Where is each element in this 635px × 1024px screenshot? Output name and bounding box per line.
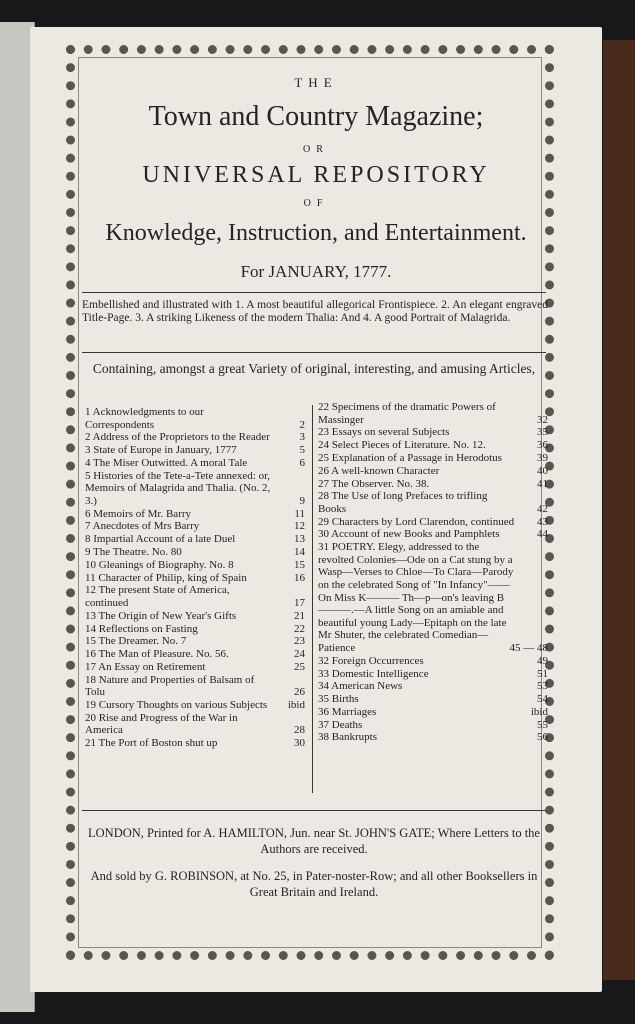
embellishments-text: Embellished and illustrated with 1. A most beautiful allegorical Frontispiece. 2. An elegant engraved Title-Page. 3. A striking Likeness of the modern Thalia: And 4. A good Portrait of Malagrida. — [82, 299, 548, 324]
contents-item-title: 11 Character of Philip, king of Spain — [85, 571, 247, 584]
contents-item-title: 13 The Origin of New Year's Gifts — [85, 609, 237, 622]
contents-item-title: 16 The Man of Pleasure. No. 56. — [85, 648, 229, 661]
contents-item-title: 29 Characters by Lord Clarendon, continued — [318, 515, 515, 528]
magazine-subtitle: UNIVERSAL REPOSITORY — [142, 162, 490, 188]
contents-item-page: 9 — [299, 494, 305, 507]
contents-item — [85, 648, 305, 661]
title-page — [30, 27, 602, 992]
contents-item — [85, 584, 305, 609]
contents-item — [85, 406, 305, 431]
contents-item — [318, 439, 548, 452]
contents-item-title: 14 Reflections on Fasting — [85, 622, 198, 635]
contents-item-title: 17 An Essay on Retirement — [85, 660, 206, 673]
contents-item — [318, 693, 548, 706]
contents-item-page: 25 — [294, 660, 305, 673]
contents-item-title: 1 Acknowledgments to our Correspondents — [85, 406, 204, 431]
contents-item — [318, 426, 548, 439]
contents-item-page: 49 — [537, 654, 548, 667]
contents-item — [318, 490, 548, 515]
contents-item-title: 33 Domestic Intelligence — [318, 667, 429, 680]
contents-item-title: 23 Essays on several Subjects — [318, 426, 450, 439]
contents-item-title: 36 Marriages — [318, 705, 377, 718]
contents-item-page: 45 — 48 — [509, 641, 548, 654]
contents-item-page: 21 — [294, 609, 305, 622]
contents-item-page: ibid — [530, 705, 548, 718]
divider-rule — [82, 292, 546, 293]
contents-item-page: 43 — [537, 515, 548, 528]
contents-item-page: 32 — [537, 413, 548, 426]
contents-item — [85, 623, 305, 636]
header-or: OR — [303, 144, 329, 155]
contents-item-title: 12 The present State of America, continued — [85, 584, 230, 609]
contents-item-title: 30 Account of new Books and Pamphlets — [318, 528, 500, 541]
contents-item — [318, 516, 548, 529]
imprint-sold: And sold by G. ROBINSON, at No. 25, in Pater-noster-Row; and all other Booksellers in Great Britain and Ireland. — [90, 869, 538, 899]
header-the: THE — [294, 75, 338, 90]
magazine-title: Town and Country Magazine; — [148, 101, 484, 132]
contents-item-title: 8 Impartial Account of a late Duel — [85, 533, 236, 546]
contents-item — [318, 452, 548, 465]
contents-item — [85, 508, 305, 521]
contents-item-title: 3 State of Europe in January, 1777 — [85, 444, 237, 457]
contents-item — [318, 680, 548, 693]
imprint-london: LONDON, Printed for A. HAMILTON, Jun. near St. JOHN'S GATE; Where Letters to the Authors are received. — [88, 826, 540, 856]
contents-item-title: 10 Gleanings of Biography. No. 8 — [85, 558, 234, 571]
contents-item-title: 19 Cursory Thoughts on various Subjects — [85, 699, 268, 712]
contents-item-page: 23 — [294, 635, 305, 648]
contents-item-page: ibid — [287, 699, 305, 712]
contents-item-title: 28 The Use of long Prefaces to trifling Books — [318, 490, 488, 515]
contents-item-title: 31 POETRY. Elegy, addressed to the revolted Colonies—Ode on a Cat stung by a Wasp—Verses to Chloe—To Clara—Parody on the celebrated Song of "In Infancy"——On Miss K——— Th—p—on's leaving B———.—A little Song on an amiable and beautiful young Lady—Epitaph on the late Mr Shuter, the celebrated Comedian—Patience — [318, 541, 514, 654]
contents-item-title: 37 Deaths — [318, 718, 363, 731]
contents-left-column — [85, 406, 305, 750]
contents-item — [85, 520, 305, 533]
contents-item — [85, 674, 305, 699]
contents-item-title: 7 Anecdotes of Mrs Barry — [85, 520, 200, 533]
book-cover-edge — [603, 40, 635, 980]
contents-item — [85, 533, 305, 546]
contents-item-page: 39 — [537, 451, 548, 464]
contents-item — [85, 559, 305, 572]
contents-item-title: 27 The Observer. No. 38. — [318, 477, 430, 490]
contents-item — [85, 546, 305, 559]
contents-item-page: 15 — [294, 558, 305, 571]
contents-item-page: 13 — [294, 533, 305, 546]
contents-item-title: 20 Rise and Progress of the War in America — [85, 711, 238, 737]
contents-item — [318, 655, 548, 668]
contents-item — [85, 457, 305, 470]
contents-item — [85, 610, 305, 623]
divider-rule — [82, 810, 546, 811]
contents-item-title: 21 The Port of Boston shut up — [85, 737, 218, 750]
contents-item — [318, 668, 548, 681]
contents-item-page: 22 — [294, 622, 305, 635]
contents-item — [85, 661, 305, 674]
contents-item-page: 55 — [537, 718, 548, 731]
contents-item-page: 11 — [294, 507, 305, 520]
contents-item — [85, 572, 305, 585]
contents-item-page: 6 — [299, 456, 305, 469]
contents-right-column — [318, 401, 548, 744]
divider-rule — [82, 352, 546, 353]
contents-item — [318, 719, 548, 732]
contents-item — [318, 401, 548, 426]
header-of: OF — [303, 198, 329, 209]
contents-item-title: 15 The Dreamer. No. 7 — [85, 635, 187, 648]
contents-item — [318, 731, 548, 744]
contents-item-title: 32 Foreign Occurrences — [318, 654, 424, 667]
contents-item — [318, 465, 548, 478]
contents-item-page: 51 — [537, 667, 548, 680]
contents-item-page: 30 — [294, 737, 305, 750]
contents-item-title: 2 Address of the Proprietors to the Reader — [85, 431, 270, 444]
contents-item — [85, 431, 305, 444]
contents-item — [85, 444, 305, 457]
contents-item-page: 54 — [537, 693, 548, 706]
contents-item-page: 56 — [537, 731, 548, 744]
contents-item — [85, 470, 305, 508]
contents-item-page: 3 — [299, 431, 305, 444]
contents-item-page: 41 — [537, 477, 548, 490]
magazine-subtitle-2: Knowledge, Instruction, and Entertainment. — [105, 220, 527, 246]
containing-heading: Containing, amongst a great Variety of original, interesting, and amusing Articles, — [92, 361, 536, 376]
contents-item-page: 2 — [299, 418, 305, 431]
contents-item-page: 17 — [294, 596, 305, 609]
contents-item-page: 53 — [537, 680, 548, 693]
contents-item-page: 36 — [537, 439, 548, 452]
contents-item-title: 22 Specimens of the dramatic Powers of Massinger — [318, 401, 496, 426]
contents-item — [85, 699, 305, 712]
contents-item-page: 44 — [537, 528, 548, 541]
contents-item-page: 24 — [294, 648, 305, 661]
contents-item — [318, 541, 548, 654]
contents-item — [85, 737, 305, 750]
contents-item-title: 9 The Theatre. No. 80 — [85, 546, 182, 559]
contents-item — [318, 478, 548, 491]
contents-item-page: 16 — [294, 571, 305, 584]
column-divider — [312, 405, 313, 793]
contents-item-title: 24 Select Pieces of Literature. No. 12. — [318, 439, 486, 452]
contents-item-title: 38 Bankrupts — [318, 731, 377, 744]
contents-item — [318, 706, 548, 719]
contents-item-title: 5 Histories of the Tete-a-Tete annexed: or, Memoirs of Malagrida and Thalia. (No. 2, 3.) — [85, 469, 271, 507]
contents-item-page: 26 — [294, 686, 305, 699]
contents-item-page: 5 — [299, 444, 305, 457]
contents-item — [85, 712, 305, 737]
contents-item-title: 6 Memoirs of Mr. Barry — [85, 507, 192, 520]
contents-item — [318, 528, 548, 541]
contents-item-page: 12 — [294, 520, 305, 533]
contents-item-title: 25 Explanation of a Passage in Herodotus — [318, 451, 502, 464]
contents-item-page: 40 — [537, 464, 548, 477]
contents-item — [85, 635, 305, 648]
contents-item-title: 26 A well-known Character — [318, 464, 440, 477]
contents-item-title: 35 Births — [318, 693, 359, 706]
issue-date: For JANUARY, 1777. — [240, 262, 392, 281]
contents-item-title: 4 The Miser Outwitted. A moral Tale — [85, 456, 248, 469]
contents-item-page: 42 — [537, 502, 548, 515]
contents-item-title: 18 Nature and Properties of Balsam of Tolu — [85, 673, 255, 699]
contents-item-title: 34 American News — [318, 680, 403, 693]
contents-item-page: 28 — [294, 724, 305, 737]
contents-item-page: 35 — [537, 426, 548, 439]
contents-item-page: 14 — [294, 546, 305, 559]
